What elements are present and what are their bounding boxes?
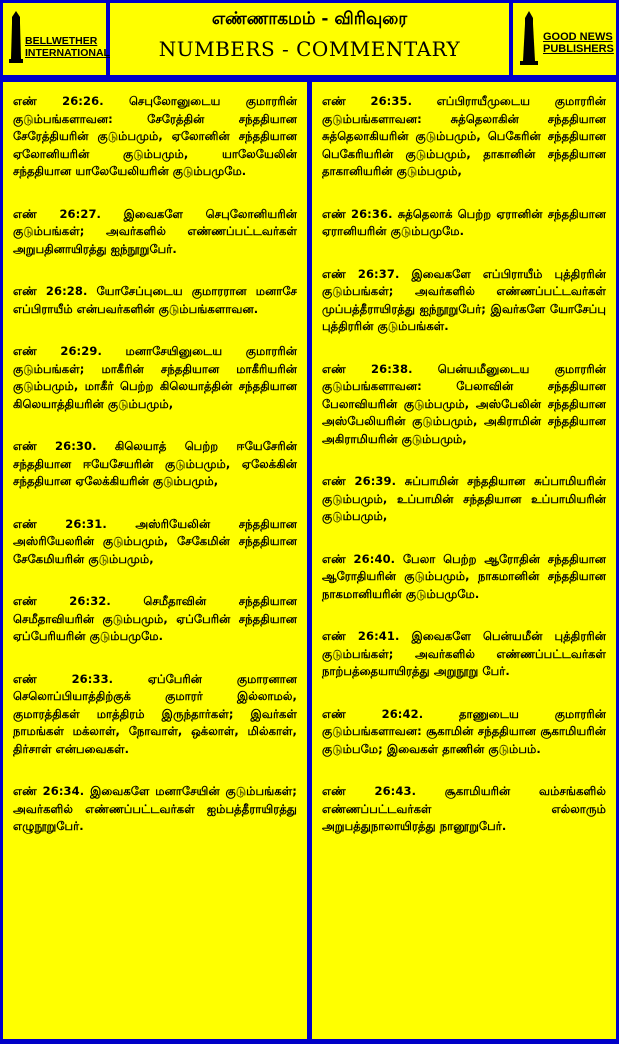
verse-entry: எண் 26:40. பேலா பெற்ற ஆரோதின் சந்ததியான ஆரோதியரின் குடும்பமும், நாகமானின் சந்ததியான நாகமானியரின் குடும்பமுமே. — [322, 551, 606, 601]
good-news-logo-text — [543, 31, 614, 55]
bellwether-line2: INTERNATIONAL — [25, 47, 110, 59]
verse-entry: எண் 26:43. சூகாமியரின் வம்சங்களில் எண்ணப்பட்டவர்கள் எல்லாரும் அறுபத்துநாலாயிரத்து நானூறுபேர். — [322, 784, 606, 833]
bellwether-logo-text — [25, 35, 110, 59]
verse-entry: எண் 26:30. கிலெயாத் பெற்ற ஈயேசேரின் சந்ததியான ஈயேசேயரின் குடும்பமும், ஏலேக்கின் சந்ததியான ஏலேக்கியரின் குடும்பமும், — [13, 439, 297, 488]
verse-entry: எண் 26:35. எப்பிராயீமுடைய குமாரரின் குடும்பங்களாவன: சுத்தெலாகின் சந்ததியான சுத்தெலாகியரின் குடும்பமும், பெகேரின் சந்ததியான பெகேரியரின் குடும்பமும், தாகானின் சந்ததியான தாகானியரின் குடும்பமும், — [322, 94, 606, 178]
right-column — [312, 82, 616, 1039]
verse-entry: எண் 26:36. சுத்தெலாக் பெற்ற ஏரானின் சந்ததியான ஏரானியரின் குடும்பமுமே. — [322, 206, 606, 238]
good-news-logo — [513, 3, 616, 75]
verse-entry: எண் 26:34. இவைகளே மனாசேயின் குடும்பங்கள்; அவர்களில் எண்ணப்பட்டவர்கள் ஐம்பத்தீராயிரத்து எழுநூறுபேர். — [13, 784, 297, 833]
verse-entry: எண் 26:42. தாணுடைய குமாரரின் குடும்பங்களாவன: சூகாமின் சந்ததியான சூகாமியரின் குடும்பமே; இவைகள் தாணின் குடும்பம். — [322, 706, 606, 756]
lighthouse-icon — [9, 11, 23, 63]
verse-entry: எண் 26:41. இவைகளே பென்யமீன் புத்திரரின் குடும்பங்கள்; அவர்களில் எண்ணப்பட்டவர்கள் நாற்பத்தையாயிரத்து அறுநூறு பேர். — [322, 629, 606, 678]
header — [0, 0, 619, 78]
verse-entry: எண் 26:32. செமீதாவின் சந்ததியான செமீதாவியரின் குடும்பமும், ஏப்பேரின் சந்ததியான ஏப்பேரியரின் குடும்பமுமே. — [13, 594, 297, 643]
verse-entry: எண் 26:33. ஏப்பேரின் குமாரனான செலொப்பியாத்திற்குக் குமாரர் இல்லாமல், குமாரத்திகள் மாத்திரம் இருந்தார்கள்; இவர்கள் நாமங்கள் மக்லாள், நோவாள், ஒக்லாள், மில்காள், திர்சாள் என்பவைகள். — [13, 671, 297, 756]
title-box — [110, 3, 509, 75]
verse-entry: எண் 26:31. அஸ்ரியேலின் சந்ததியான அஸ்ரியேலரின் குடும்பமும், சேகேமின் சந்ததியான சேகேமியரின் குடும்பமும், — [13, 516, 297, 566]
verse-entry: எண் 26:38. பென்யமீனுடைய குமாரரின் குடும்பங்களாவன: பேலாவின் சந்ததியான பேலாவியரின் குடும்பமும், அஸ்பேலின் சந்ததியான அஸ்பேலியரின் குடும்பமும், அகிராமின் சந்ததியான அகிராமியரின் குடும்பமும், — [322, 361, 606, 446]
page-title-tamil: எண்ணாகமம் - விரிவுரை — [211, 9, 408, 29]
verse-entry: எண் 26:27. இவைகளே செபுலோனியரின் குடும்பங்கள்; அவர்களில் எண்ணப்பட்டவர்கள் அறுபதினாயிரத்து ஐந்நூறுபேர். — [13, 206, 297, 256]
verse-entry: எண் 26:29. மனாசேயினுடைய குமாரரின் குடும்பங்கள்; மாகீரின் சந்ததியான மாகீரியரின் குடும்பமும், மாகீர் பெற்ற கிலெயாத்தின் சந்ததியான கிலெயாத்தியரின் குடும்பமும், — [13, 344, 297, 411]
good-news-line1: GOOD NEWS — [543, 31, 613, 43]
page-title-english: NUMBERS - COMMENTARY — [158, 37, 461, 61]
bellwether-logo — [3, 3, 110, 75]
verse-entry: எண் 26:39. சுப்பாமின் சந்ததியான சுப்பாமியரின் குடும்பமும், உப்பாமின் சந்ததியான உப்பாமியரின் குடும்பமும், — [322, 474, 606, 523]
left-column — [3, 82, 307, 1039]
good-news-line2: PUBLISHERS — [543, 43, 614, 55]
verse-entry: எண் 26:26. செபுலோனுடைய குமாரரின் குடும்பங்களாவன: சேரேத்தின் சந்ததியான சேரேத்தியரின் குடும்பமும், ஏலோனின் சந்ததியான ஏலோனியரின் குடும்பமும், யாலேயேலின் சந்ததியான யாலேயேலியரின் குடும்பமுமே. — [13, 94, 297, 178]
verse-entry: எண் 26:37. இவைகளே எப்பிராயீம் புத்திரரின் குடும்பங்கள்; அவர்களில் எண்ணப்பட்டவர்கள் முப்பத்தீராயிரத்து ஐந்நூறுபேர்; இவர்களே யோசேப்பு புத்திரரின் குடும்பங்கள். — [322, 266, 606, 333]
lighthouse-icon — [519, 11, 539, 67]
verse-entry: எண் 26:28. யோசேப்புடைய குமாரரான மனாசே எப்பிராயீம் என்பவர்களின் குடும்பங்களாவன. — [13, 284, 297, 316]
bellwether-line1: BELLWETHER — [25, 35, 98, 47]
